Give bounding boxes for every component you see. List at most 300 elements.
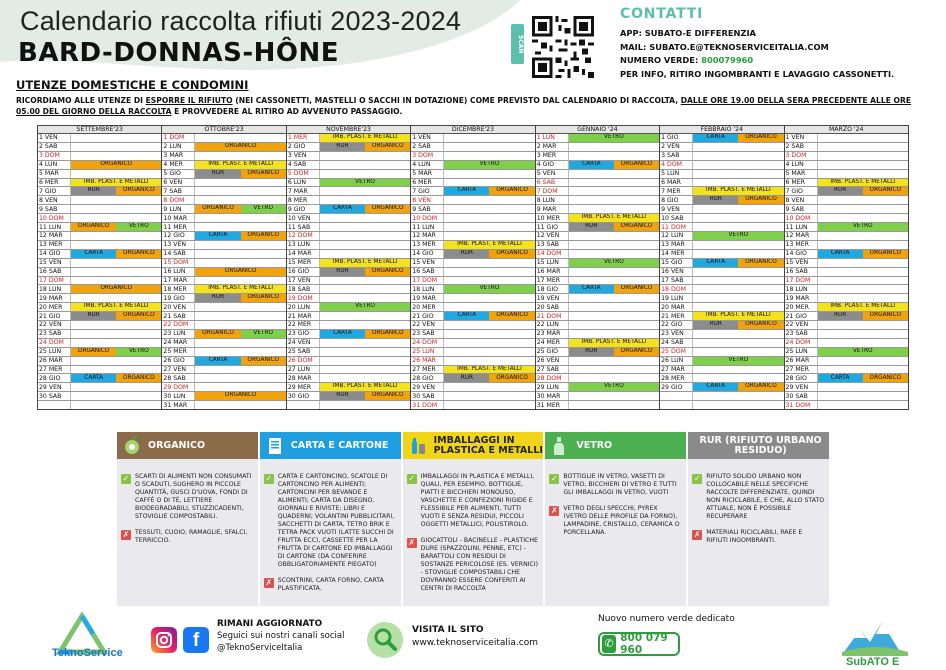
day-collections <box>319 259 410 267</box>
day-collections <box>319 170 410 178</box>
day-collections <box>443 250 534 258</box>
day-row <box>162 152 285 161</box>
day-label: 6 MER <box>39 178 59 186</box>
day-collections <box>692 259 783 267</box>
day-row <box>162 277 285 286</box>
day-label: 15 VEN <box>412 259 435 267</box>
day-collections <box>194 401 285 409</box>
day-label: 18 DOM <box>661 285 686 293</box>
day-row <box>162 205 285 214</box>
notice-underlined-1: ESPORRE IL RIFIUTO <box>145 96 233 105</box>
day-collections <box>817 383 908 391</box>
collection-mark: IMB. PLAST. E METALLI <box>195 161 285 169</box>
day-label: 8 MER <box>287 196 308 204</box>
day-label: 28 GIO <box>39 374 61 382</box>
day-row <box>38 250 161 259</box>
day-label: 7 SAB <box>163 187 182 195</box>
day-label: 29 DOM <box>163 383 189 391</box>
day-collections <box>568 285 659 293</box>
day-label: 26 GIO <box>163 357 185 365</box>
day-label: 10 SAB <box>661 214 684 222</box>
collection-mark: ORGANICO <box>116 187 161 195</box>
day-collections <box>319 339 410 347</box>
day-collections <box>692 187 783 195</box>
day-row <box>785 214 908 223</box>
collection-mark: ORGANICO <box>116 250 161 258</box>
day-row <box>411 277 534 286</box>
day-row <box>38 285 161 294</box>
day-collections <box>817 392 908 400</box>
day-row <box>38 374 161 383</box>
day-label: 20 SAB <box>536 303 560 311</box>
collection-mark: VETRO <box>693 232 783 240</box>
day-collections <box>70 366 161 374</box>
day-collections <box>568 383 659 391</box>
day-collections <box>194 152 285 160</box>
day-collections <box>319 143 410 151</box>
collection-mark: CARTA <box>693 259 738 267</box>
collection-mark: CARTA <box>569 161 614 169</box>
day-label: 19 MAR <box>785 294 810 302</box>
day-label: 2 LUN <box>163 143 182 151</box>
collection-mark: CARTA <box>195 232 240 240</box>
day-label: 11 GIO <box>536 223 559 231</box>
day-label: 4 LUN <box>412 161 431 169</box>
collection-mark: ORGANICO <box>116 374 161 382</box>
day-collections <box>443 232 534 240</box>
legend-text: TESSUTI, CUOIO, RAMAGLIE, SFALCI, TERRICCIO. <box>135 529 248 544</box>
instagram-icon[interactable] <box>151 627 177 653</box>
day-label: 27 MAR <box>661 366 685 374</box>
day-row <box>785 250 908 259</box>
day-label: 1 VEN <box>785 134 805 142</box>
day-label: 25 GIO <box>536 348 559 356</box>
day-row <box>536 374 659 383</box>
day-label: 26 MAR <box>39 357 63 365</box>
day-collections <box>692 392 783 400</box>
day-collections <box>194 232 285 240</box>
collection-mark: ORGANICO <box>863 374 908 382</box>
day-collections <box>692 312 783 320</box>
day-collections <box>692 241 783 249</box>
day-collections <box>692 348 783 356</box>
day-label: 19 DOM <box>287 294 313 302</box>
collection-mark: IMB. PLAST. E METALLI <box>195 285 285 293</box>
instagram-glyph <box>151 627 177 653</box>
day-collections <box>70 357 161 365</box>
day-row <box>785 259 908 268</box>
day-collections <box>443 214 534 222</box>
day-row <box>536 152 659 161</box>
day-label: 6 MER <box>412 178 432 186</box>
day-collections <box>817 357 908 365</box>
day-collections <box>568 232 659 240</box>
day-collections <box>70 383 161 391</box>
collection-mark: ORGANICO <box>71 223 116 231</box>
day-collections <box>692 374 783 382</box>
collection-mark: IMB. PLAST. E METALLI <box>320 259 410 267</box>
day-label: 19 MAR <box>39 294 63 302</box>
contacts-phone-value[interactable]: 800079960 <box>701 55 754 65</box>
day-collections <box>692 321 783 329</box>
day-label: 17 SAB <box>661 276 684 284</box>
collection-mark: IMB. PLAST. E METALLI <box>444 366 534 374</box>
collection-mark: CARTA <box>71 374 116 382</box>
subato-logo <box>838 612 912 668</box>
day-row <box>287 187 410 196</box>
day-row <box>38 170 161 179</box>
legend-body <box>117 459 258 606</box>
day-collections <box>817 161 908 169</box>
day-label: 14 DOM <box>536 250 562 258</box>
day-collections <box>319 196 410 204</box>
day-collections <box>70 152 161 160</box>
day-collections <box>70 205 161 213</box>
legend-plastica <box>403 432 544 606</box>
allowed-item <box>121 473 254 521</box>
collection-mark: RUR <box>444 250 489 258</box>
social-line1: Seguici sui nostri canali social <box>217 631 345 641</box>
day-row <box>536 223 659 232</box>
day-label: 31 MER <box>536 401 561 409</box>
collection-mark: VETRO <box>444 161 534 169</box>
day-row <box>38 303 161 312</box>
day-row <box>411 205 534 214</box>
day-label: 15 VEN <box>785 259 809 267</box>
day-collections <box>817 285 908 293</box>
numero-verde-badge[interactable] <box>598 632 680 656</box>
day-collections <box>692 401 783 409</box>
month-column <box>162 126 286 409</box>
collection-mark: ORGANICO <box>195 205 240 213</box>
day-collections <box>443 294 534 302</box>
day-row <box>287 268 410 277</box>
day-row <box>660 339 783 348</box>
day-collections <box>70 285 161 293</box>
day-label: 12 LUN <box>661 232 684 240</box>
month-days <box>411 134 534 409</box>
day-collections <box>692 357 783 365</box>
qr-code-icon[interactable] <box>532 16 594 78</box>
collection-mark: RUR <box>320 143 365 151</box>
collection-mark: ORGANICO <box>365 143 410 151</box>
day-label: 14 MER <box>661 250 685 258</box>
day-row <box>536 277 659 286</box>
day-label: 30 LUN <box>163 392 186 400</box>
day-collections <box>568 312 659 320</box>
day-label: 23 LUN <box>163 330 186 338</box>
day-collections <box>319 250 410 258</box>
day-label: 16 VEN <box>661 268 684 276</box>
day-label: 24 MER <box>536 339 561 347</box>
day-label: 24 DOM <box>412 339 438 347</box>
day-label: 18 LUN <box>412 285 435 293</box>
day-collections <box>692 223 783 231</box>
collection-mark: ORGANICO <box>738 321 783 329</box>
day-row <box>38 241 161 250</box>
collection-mark: VETRO <box>241 205 286 213</box>
day-label: 12 DOM <box>287 232 313 240</box>
month-days <box>785 134 908 409</box>
legend-title: IMBALLAGGI IN PLASTICA E METALLI <box>433 434 543 456</box>
day-row <box>411 392 534 401</box>
day-label: 10 MER <box>536 214 561 222</box>
day-label: 21 SAB <box>163 312 186 320</box>
day-label: 4 MER <box>163 161 183 169</box>
day-label: 23 SAB <box>785 330 808 338</box>
legend-title: CARTA E CARTONE <box>290 439 389 451</box>
day-label: 28 GIO <box>785 374 807 382</box>
day-collections <box>70 348 161 356</box>
month-days <box>536 134 659 409</box>
day-label: 21 GIO <box>39 312 61 320</box>
day-label: 8 DOM <box>163 196 185 204</box>
day-collections <box>817 134 908 142</box>
day-row <box>287 401 410 409</box>
day-collections <box>568 134 659 142</box>
day-row <box>38 330 161 339</box>
day-label: 5 MAR <box>39 170 59 178</box>
day-label: 4 LUN <box>39 161 58 169</box>
day-collections <box>70 294 161 302</box>
day-collections <box>568 250 659 258</box>
day-row <box>536 401 659 409</box>
day-label: 25 LUN <box>412 348 435 356</box>
collection-mark: IMB. PLAST. E METALLI <box>71 303 161 311</box>
day-collections <box>817 339 908 347</box>
collection-mark: CARTA <box>320 205 365 213</box>
collection-mark: ORGANICO <box>489 374 534 382</box>
day-label: 20 MER <box>39 303 63 311</box>
day-collections <box>70 259 161 267</box>
day-label: 31 DOM <box>412 401 438 409</box>
day-collections <box>692 205 783 213</box>
legend-header <box>688 432 829 459</box>
day-label: 14 SAB <box>163 250 186 258</box>
day-collections <box>194 348 285 356</box>
day-collections <box>817 366 908 374</box>
collection-mark: RUR <box>693 321 738 329</box>
day-label: 18 LUN <box>39 285 62 293</box>
month-header: OTTOBRE'23 <box>162 126 285 134</box>
legend-text: GIOCATTOLI - BACINELLE - PLASTICHE DURE (SPAZZOLINI, PENNE, ETC) - BARATTOLI CON RESIDUI DI SOSTANZE PERICOLOSE (ES. VERNICI) - STOVIGLIE COMPOSTABILI CHE DOVRANNO ESSERE CONFERITI AI CENTRI DI RACCOLTA <box>420 537 539 592</box>
day-collections <box>692 268 783 276</box>
day-label: 11 DOM <box>661 223 686 231</box>
day-collections <box>319 179 410 187</box>
day-collections <box>70 321 161 329</box>
day-collections <box>70 401 161 409</box>
day-row <box>287 277 410 286</box>
day-collections <box>443 196 534 204</box>
day-row <box>660 357 783 366</box>
day-row <box>162 312 285 321</box>
day-row <box>785 223 908 232</box>
day-collections <box>692 303 783 311</box>
day-collections <box>319 383 410 391</box>
day-label: 17 DOM <box>412 276 438 284</box>
day-label: 9 LUN <box>163 205 182 213</box>
month-header: FEBBRAIO '24 <box>660 126 783 134</box>
day-row <box>660 401 783 409</box>
day-label: 5 GIO <box>163 170 181 178</box>
collection-mark: ORGANICO <box>863 250 908 258</box>
day-label: 10 DOM <box>785 214 811 222</box>
day-collections <box>568 330 659 338</box>
day-row <box>287 223 410 232</box>
day-label: 13 VEN <box>163 241 187 249</box>
day-collections <box>692 366 783 374</box>
day-label: 13 MAR <box>661 241 685 249</box>
day-collections <box>817 170 908 178</box>
check-icon: ✓ <box>551 474 558 483</box>
collection-mark: ORGANICO <box>365 392 410 400</box>
day-collections <box>319 277 410 285</box>
day-row <box>162 259 285 268</box>
contacts-title: CONTATTI <box>620 6 704 22</box>
legend-text: CARTA E CARTONCINO, SCATOLE DI CARTONCINO PER ALIMENTI; CARTONCINI PER BEVANDE E ALIMENTI; CARTA DA DISEGNO, GIORNALI E RIVISTE; LIBRI E QUADERNI; VOLANTINI PUBBLICITARI, SACCHETTI DI CARTA, TETRO BRIK E TETRA PACK VUOTI (LATTE SUCCHI DI FRUTTA ECC), CASSETTE PER LA FRUTTA DI CARTONE ED IMBALLAGGI DI CARTONE (DA CONFERIRE OBBLIGATORIAMENTE PIEGATO) <box>277 473 395 568</box>
month-column <box>660 126 784 409</box>
day-row <box>536 241 659 250</box>
collection-mark: RUR <box>320 392 365 400</box>
day-row <box>536 357 659 366</box>
social-line2[interactable]: @TeknoServiceItalia <box>217 643 303 653</box>
site-url[interactable]: www.teknoserviceitalia.com <box>412 638 538 648</box>
day-collections <box>817 250 908 258</box>
day-row <box>411 259 534 268</box>
day-collections <box>692 134 783 142</box>
day-label: 3 MER <box>536 152 557 160</box>
legend-rur <box>688 432 829 606</box>
day-row <box>785 134 908 143</box>
day-collections <box>70 143 161 151</box>
day-label: 20 MAR <box>661 303 685 311</box>
day-collections <box>70 374 161 382</box>
day-label: 11 LUN <box>412 223 435 231</box>
day-collections <box>443 179 534 187</box>
day-collections <box>194 187 285 195</box>
waste-legend <box>117 432 829 606</box>
day-collections <box>194 366 285 374</box>
day-row <box>411 285 534 294</box>
collection-mark: ORGANICO <box>241 294 286 302</box>
day-label: 24 MAR <box>163 339 188 347</box>
collection-mark: ORGANICO <box>241 232 286 240</box>
day-collections <box>568 401 659 409</box>
day-label: 26 VEN <box>536 357 560 365</box>
day-label: 14 GIO <box>39 250 61 258</box>
day-collections <box>319 187 410 195</box>
day-row <box>660 250 783 259</box>
month-header: SETTEMBRE'23 <box>38 126 161 134</box>
day-label: 14 GIO <box>412 250 434 258</box>
day-label: 7 MAR <box>287 187 308 195</box>
day-collections <box>568 161 659 169</box>
collection-mark: CARTA <box>320 330 365 338</box>
day-collections <box>443 285 534 293</box>
day-collections <box>443 330 534 338</box>
day-label: 11 SAB <box>287 223 311 231</box>
day-collections <box>443 259 534 267</box>
day-label: 2 VEN <box>661 143 680 151</box>
day-row <box>287 392 410 401</box>
day-collections <box>817 241 908 249</box>
day-label: 13 MER <box>39 241 63 249</box>
day-collections <box>319 303 410 311</box>
forbidden-item <box>407 537 540 593</box>
day-row <box>785 232 908 241</box>
day-row <box>38 187 161 196</box>
facebook-icon[interactable]: f <box>183 627 209 653</box>
day-label: 20 VEN <box>163 303 187 311</box>
day-row <box>411 339 534 348</box>
day-row <box>536 339 659 348</box>
legend-header <box>545 432 686 459</box>
day-row <box>287 179 410 188</box>
day-row <box>536 250 659 259</box>
notice-text-1: RICORDIAMO ALLE UTENZE DI <box>16 96 146 105</box>
day-row <box>411 374 534 383</box>
search-icon[interactable] <box>367 622 403 658</box>
day-row <box>660 179 783 188</box>
day-collections <box>568 321 659 329</box>
day-row <box>162 321 285 330</box>
day-label: 17 MAR <box>163 276 188 284</box>
day-collections <box>70 214 161 222</box>
day-collections <box>817 214 908 222</box>
day-label: 26 DOM <box>287 357 313 365</box>
collection-mark: VETRO <box>320 179 410 187</box>
day-collections <box>319 223 410 231</box>
day-collections <box>443 383 534 391</box>
day-label: 28 MER <box>661 374 685 382</box>
collection-mark: ORGANICO <box>71 161 161 169</box>
day-collections <box>692 339 783 347</box>
day-row <box>411 161 534 170</box>
day-label: 2 SAB <box>785 143 804 151</box>
day-label: 5 MAR <box>785 170 806 178</box>
day-label: 29 LUN <box>536 383 559 391</box>
cross-icon: ✗ <box>122 530 130 539</box>
day-label: 17 VEN <box>287 276 311 284</box>
collection-mark: CARTA <box>693 383 738 391</box>
day-row <box>38 339 161 348</box>
day-row <box>536 383 659 392</box>
legend-title: RUR (RIFIUTO URBANO RESIDUO) <box>699 434 822 456</box>
collection-mark: IMB. PLAST. E METALLI <box>320 383 410 391</box>
day-collections <box>443 152 534 160</box>
day-row <box>162 366 285 375</box>
day-collections <box>319 285 410 293</box>
vetro-icon <box>549 435 571 457</box>
day-label: 3 VEN <box>287 152 307 160</box>
contacts-mail[interactable]: MAIL: SUBATO.E@TEKNOSERVICEITALIA.COM <box>620 41 829 52</box>
day-label: 8 VEN <box>785 196 805 204</box>
collection-mark: VETRO <box>569 259 659 267</box>
day-collections <box>194 321 285 329</box>
day-label: 30 SAB <box>785 392 808 400</box>
day-label: 31 MAR <box>163 401 188 409</box>
collection-mark: IMB. PLAST. E METALLI <box>320 134 410 142</box>
day-collections <box>568 366 659 374</box>
town-name: BARD-DONNAS-HÔNE <box>18 38 340 68</box>
day-row <box>287 161 410 170</box>
day-row <box>660 152 783 161</box>
day-collections <box>194 250 285 258</box>
day-label: 18 SAB <box>287 285 311 293</box>
day-collections <box>692 214 783 222</box>
check-icon: ✓ <box>265 474 273 483</box>
day-row <box>536 134 659 143</box>
